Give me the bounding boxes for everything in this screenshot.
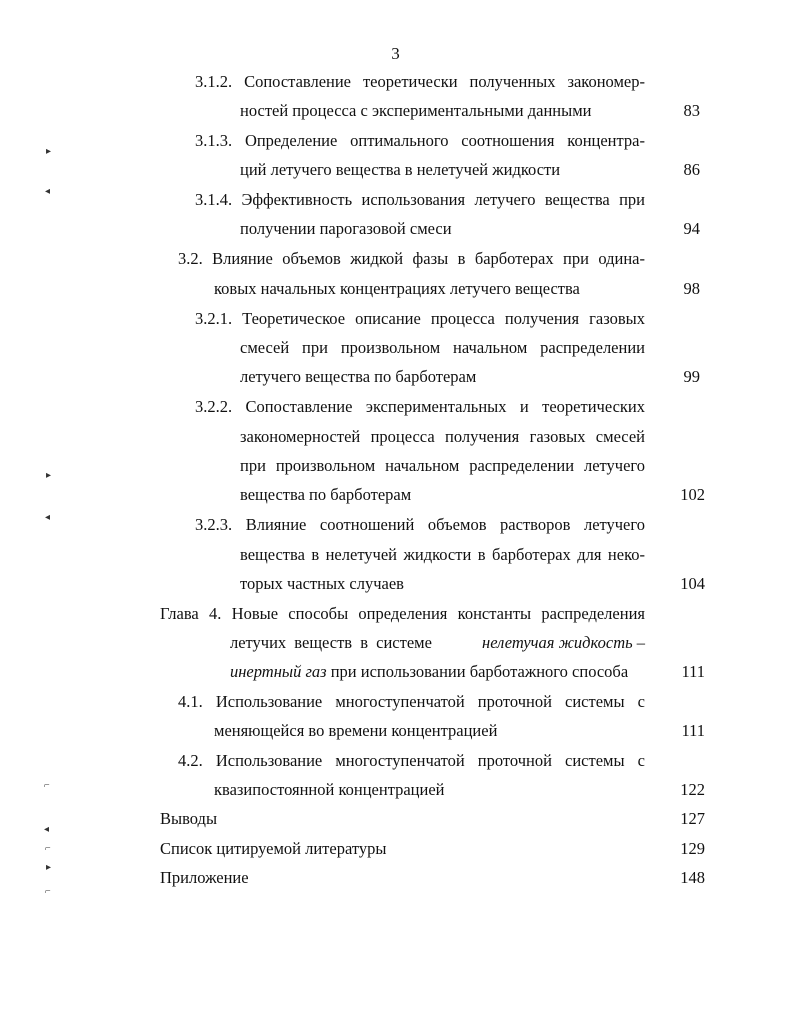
toc-entry-line: торых частных случаев: [240, 574, 404, 593]
toc-page-number: 99: [683, 367, 700, 386]
toc-page-number: 122: [680, 780, 705, 799]
scan-mark: ⌐: [45, 843, 51, 854]
toc-entry-line: смесей при произвольном начальном распределении: [240, 338, 645, 357]
toc-page-number: 83: [683, 101, 700, 120]
scan-mark: ◂: [44, 824, 50, 835]
toc-entry-line: вещества по барботерам: [240, 485, 412, 504]
toc-entry-line: 3.2.1. Теоретическое описание процесса получения газовых: [195, 309, 645, 328]
toc-page-number: 98: [683, 279, 700, 298]
toc-page-number: 129: [680, 839, 705, 858]
scan-mark: ◂: [45, 186, 51, 197]
toc-entry-line: [230, 662, 628, 682]
toc-entry-line: при произвольном начальном распределении летучего: [240, 456, 645, 475]
toc-entry-line: закономерностей процесса получения газовых смесей: [240, 427, 645, 446]
toc-entry-line: летучего вещества по барботерам: [240, 367, 477, 386]
toc-page-number: 86: [683, 160, 700, 179]
toc-entry-line: 3.1.2. Сопоставление теоретически полученных закономер-: [195, 72, 645, 91]
page-number: 3: [391, 44, 400, 63]
toc-page-number: 127: [680, 809, 705, 828]
toc-entry-text: летучих веществ в системе: [230, 633, 432, 652]
toc-entry-line: 3.1.4. Эффективность использования летучего вещества при: [195, 190, 645, 209]
scan-mark: ▸: [46, 862, 52, 873]
toc-entry-line: 3.2. Влияние объемов жидкой фазы в барботерах при одина-: [178, 249, 645, 268]
toc-entry-text: при использовании барботажного способа: [330, 662, 629, 681]
toc-page-number: 111: [681, 662, 705, 681]
toc-entry-line: меняющейся во времени концентрацией: [214, 721, 498, 740]
toc-entry-line: 3.2.3. Влияние соотношений объемов растворов летучего: [195, 515, 645, 534]
toc-entry-line: 3.2.2. Сопоставление экспериментальных и теоретических: [195, 397, 645, 416]
toc-entry-line: 3.1.3. Определение оптимального соотношения концентра-: [195, 131, 645, 150]
toc-entry-line: ковых начальных концентрациях летучего вещества: [214, 279, 580, 298]
toc-page-number: 148: [680, 868, 705, 887]
toc-entry-line: Список цитируемой литературы: [160, 839, 387, 858]
scan-mark: ⌐: [44, 780, 50, 791]
toc-entry-italic: инертный газ: [230, 662, 327, 681]
toc-page-number: 104: [680, 574, 705, 593]
toc-entry-line: Выводы: [160, 809, 218, 828]
toc-entry-line: ций летучего вещества в нелетучей жидкости: [240, 160, 561, 179]
toc-entry-line: вещества в нелетучей жидкости в барботерах для неко-: [240, 545, 645, 564]
toc-entry-line: Глава 4. Новые способы определения константы распределения: [160, 604, 645, 623]
toc-page-number: 111: [681, 721, 705, 740]
toc-entry-line: [230, 633, 645, 653]
toc-entry-line: 4.2. Использование многоступенчатой проточной системы с: [178, 751, 645, 770]
toc-page-number: 102: [680, 485, 705, 504]
scan-mark: ◂: [45, 512, 51, 523]
scan-mark: ▸: [46, 470, 52, 481]
toc-entry-line: Приложение: [160, 868, 249, 887]
toc-entry-line: получении парогазовой смеси: [240, 219, 452, 238]
scan-mark: ▸: [46, 146, 52, 157]
toc-entry-italic: нелетучая жидкость –: [482, 633, 645, 652]
toc-page-number: 94: [683, 219, 700, 238]
toc-entry-line: 4.1. Использование многоступенчатой проточной системы с: [178, 692, 645, 711]
scan-mark: ⌐: [45, 886, 51, 897]
toc-entry-line: ностей процесса с экспериментальными данными: [240, 101, 592, 120]
toc-entry-line: квазипостоянной концентрацией: [214, 780, 445, 799]
